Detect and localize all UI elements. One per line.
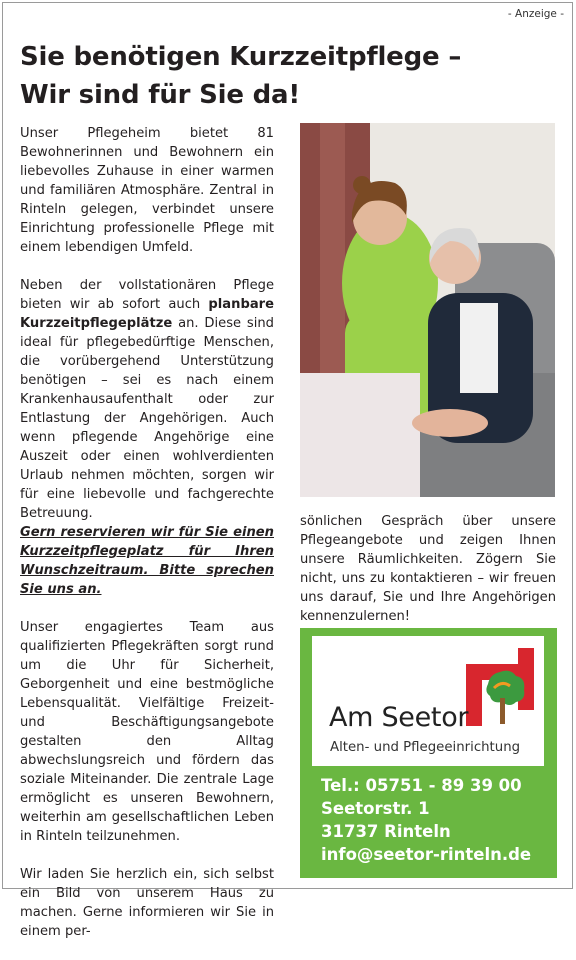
left-column xyxy=(20,124,274,960)
paragraph-short-term-care: Neben der vollstationären Pflege bieten wir ab sofort auch planbare Kurzzeitpflegeplätze an. Diese sind ideal für pflegebedürftige Menschen, die vorübergehend Unterstützung benötigen – sei es nach einem Krankenhausaufenthalt oder zur Entlastung der Angehörigen. Auch wenn pflegende Angehörige eine Auszeit oder einen wohlverdienten Urlaub nehmen möchten, sorgen wir für eine liebevolle und fachgerechte Betreuung. xyxy=(20,278,274,521)
paragraph-invitation-start: Wir laden Sie herzlich ein, sich selbst ein Bild von unserem Haus zu machen. Gerne informieren wir Sie in einem per- xyxy=(20,867,274,939)
contact-box xyxy=(300,628,557,878)
headline-line-2: Wir sind für Sie da! xyxy=(20,80,301,110)
call-to-action: Gern reservieren wir für Sie einen Kurzzeitpflegeplatz für Ihren Wunschzeitraum. Bitte sprechen Sie uns an. xyxy=(20,525,274,597)
ad-label: - Anzeige - xyxy=(507,8,564,20)
contact-phone: Tel.: 05751 - 89 39 00 xyxy=(321,776,522,795)
right-column xyxy=(300,512,556,626)
logo-card xyxy=(312,636,544,766)
seetor-logo-icon xyxy=(460,644,538,729)
contact-email: info@seetor-rinteln.de xyxy=(321,845,532,864)
headline xyxy=(20,38,560,114)
paragraph-team: Unser engagiertes Team aus qualifizierten Pflegekräften sorgt rund um die Uhr für Sicherheit, Geborgenheit und eine bestmögliche Lebensqualität. Vielfältige Freizeit- und Beschäftigungsangebote gestalten den Alltag abwechslungsreich und fördern das soziale Miteinander. Die zentrale Lage ermöglicht es unseren Bewohnern, weiterhin am gesellschaftlichen Leben in Rinteln teilzunehmen. xyxy=(20,620,274,844)
logo-subtitle: Alten- und Pflegeeinrichtung xyxy=(330,740,521,755)
contact-details xyxy=(321,774,531,866)
logo-name: Am Seetor xyxy=(329,702,469,733)
paragraph-invitation-end: sönlichen Gespräch über unsere Pflegeangebote und zeigen Ihnen unsere Räumlichkeiten. Zögern Sie nicht, uns zu kontaktieren – wir freuen uns darauf, Sie und Ihre Angehörigen kennenzulernen! xyxy=(300,514,556,624)
highlight-short-term-places: planbare Kurzzeitpflegeplätze xyxy=(20,297,274,331)
photo-illustration xyxy=(300,123,555,497)
paragraph-intro: Unser Pflegeheim bietet 81 Bewohnerinnen und Bewohnern ein liebevolles Zuhause in einer warmen und familiären Atmosphäre. Zentral in Rinteln gelegen, verbindet unsere Einrichtung professionelle Pflege mit einem lebendigen Umfeld. xyxy=(20,126,274,255)
contact-city: 31737 Rinteln xyxy=(321,822,451,841)
headline-line-1: Sie benötigen Kurzzeitpflege – xyxy=(20,42,462,72)
contact-street: Seetorstr. 1 xyxy=(321,799,430,818)
caregiver-resident-photo xyxy=(300,123,555,497)
